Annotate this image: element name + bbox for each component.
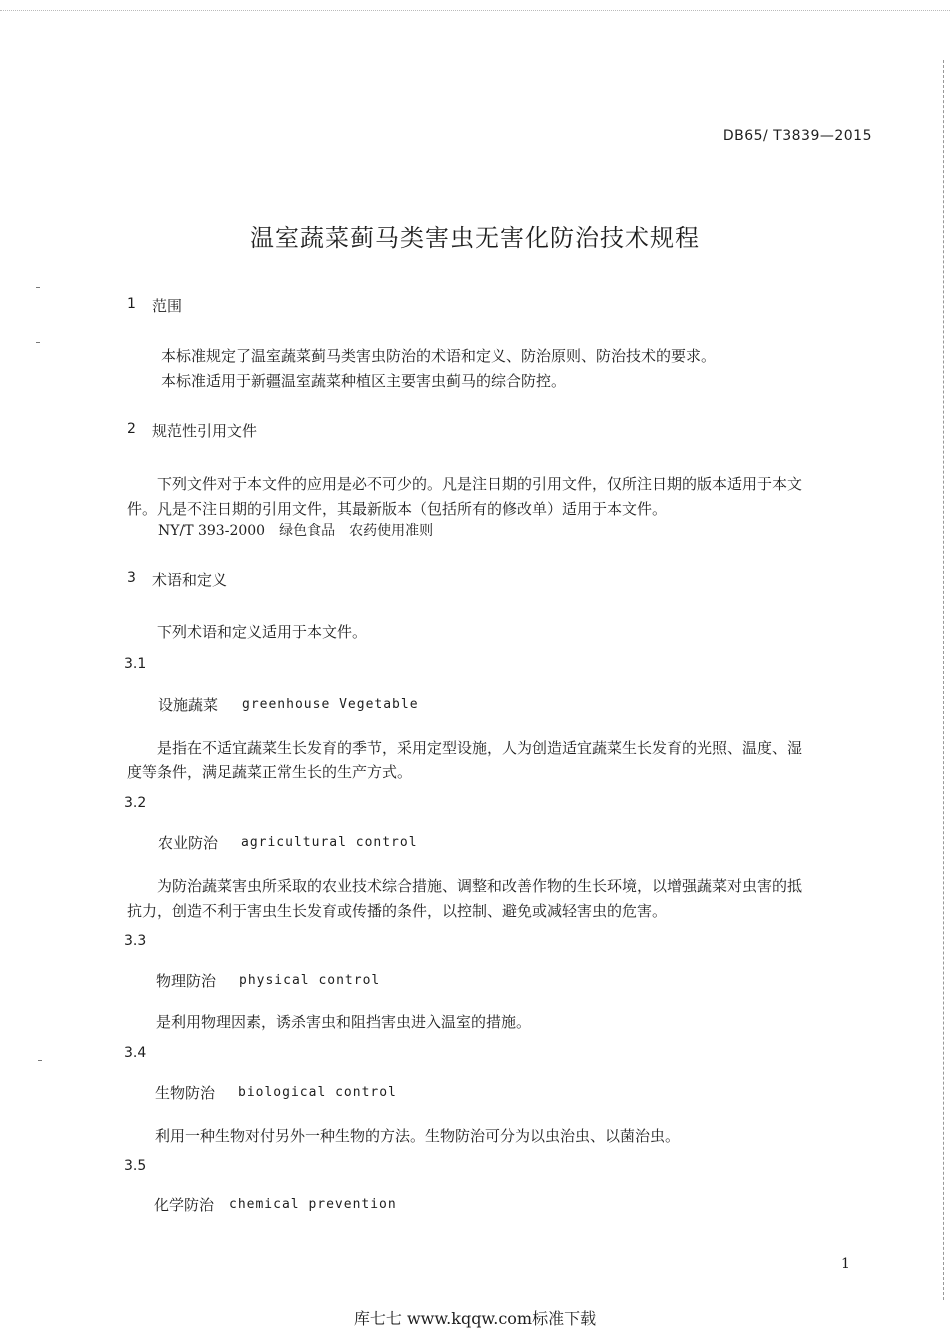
scan-mark [38,1060,42,1061]
section-1-title: 范围 [152,297,183,315]
section-3-number: 3 [127,570,136,586]
term-number: 3.3 [124,933,147,949]
scan-top-edge [0,0,950,11]
term-zh: 农业防治 [158,834,219,852]
term-en: greenhouse Vegetable [242,697,419,712]
term-definition-line: 利用一种生物对付另外一种生物的方法。生物防治可分为以虫治虫、以菌治虫。 [155,1127,681,1145]
term-definition-line: 是利用物理因素，诱杀害虫和阻挡害虫进入温室的措施。 [156,1013,532,1031]
term-definition-line: 是指在不适宜蔬菜生长发育的季节，采用定型设施，人为创造适宜蔬菜生长发育的光照、温度、湿 [157,739,803,757]
section-3-intro: 下列术语和定义适用于本文件。 [157,623,368,641]
term-zh: 化学防治 [154,1196,215,1214]
term-zh: 物理防治 [156,972,217,990]
section-1-number: 1 [127,296,136,312]
section-1-line-1: 本标准规定了温室蔬菜蓟马类害虫防治的术语和定义、防治原则、防治技术的要求。 [161,347,717,365]
section-2-line-1: 下列文件对于本文件的应用是必不可少的。凡是注日期的引用文件，仅所注日期的版本适用于本文 [157,475,803,493]
term-number: 3.1 [124,656,147,672]
section-2-title: 规范性引用文件 [152,422,258,440]
term-en: chemical prevention [229,1197,397,1212]
term-en: physical control [239,973,381,988]
normative-reference: NY/T 393-2000 绿色食品 农药使用准则 [158,523,434,539]
page-number: 1 [841,1256,850,1272]
term-number: 3.5 [124,1158,147,1174]
term-number: 3.4 [124,1045,147,1061]
section-1-line-2: 本标准适用于新疆温室蔬菜种植区主要害虫蓟马的综合防控。 [161,372,567,390]
scan-mark [36,287,40,288]
footer-watermark: 库七七 www.kqqw.com标准下载 [353,1309,597,1328]
section-3-title: 术语和定义 [152,571,228,589]
document-title: 温室蔬菜蓟马类害虫无害化防治技术规程 [250,224,700,252]
term-definition-line: 为防治蔬菜害虫所采取的农业技术综合措施、调整和改善作物的生长环境，以增强蔬菜对虫害的抵 [157,877,803,895]
scan-mark [36,342,40,343]
section-2-line-2: 件。凡是不注日期的引用文件，其最新版本（包括所有的修改单）适用于本文件。 [127,500,668,518]
term-definition-line: 抗力，创造不利于害虫生长发育或传播的条件，以控制、避免或减轻害虫的危害。 [127,902,668,920]
term-zh: 生物防治 [155,1084,216,1102]
term-en: agricultural control [241,835,418,850]
term-definition-line: 度等条件，满足蔬菜正常生长的生产方式。 [127,763,413,781]
term-zh: 设施蔬菜 [158,696,219,714]
section-2-number: 2 [127,421,136,437]
term-number: 3.2 [124,795,147,811]
standard-number: DB65/ T3839—2015 [722,128,872,144]
term-en: biological control [238,1085,397,1100]
